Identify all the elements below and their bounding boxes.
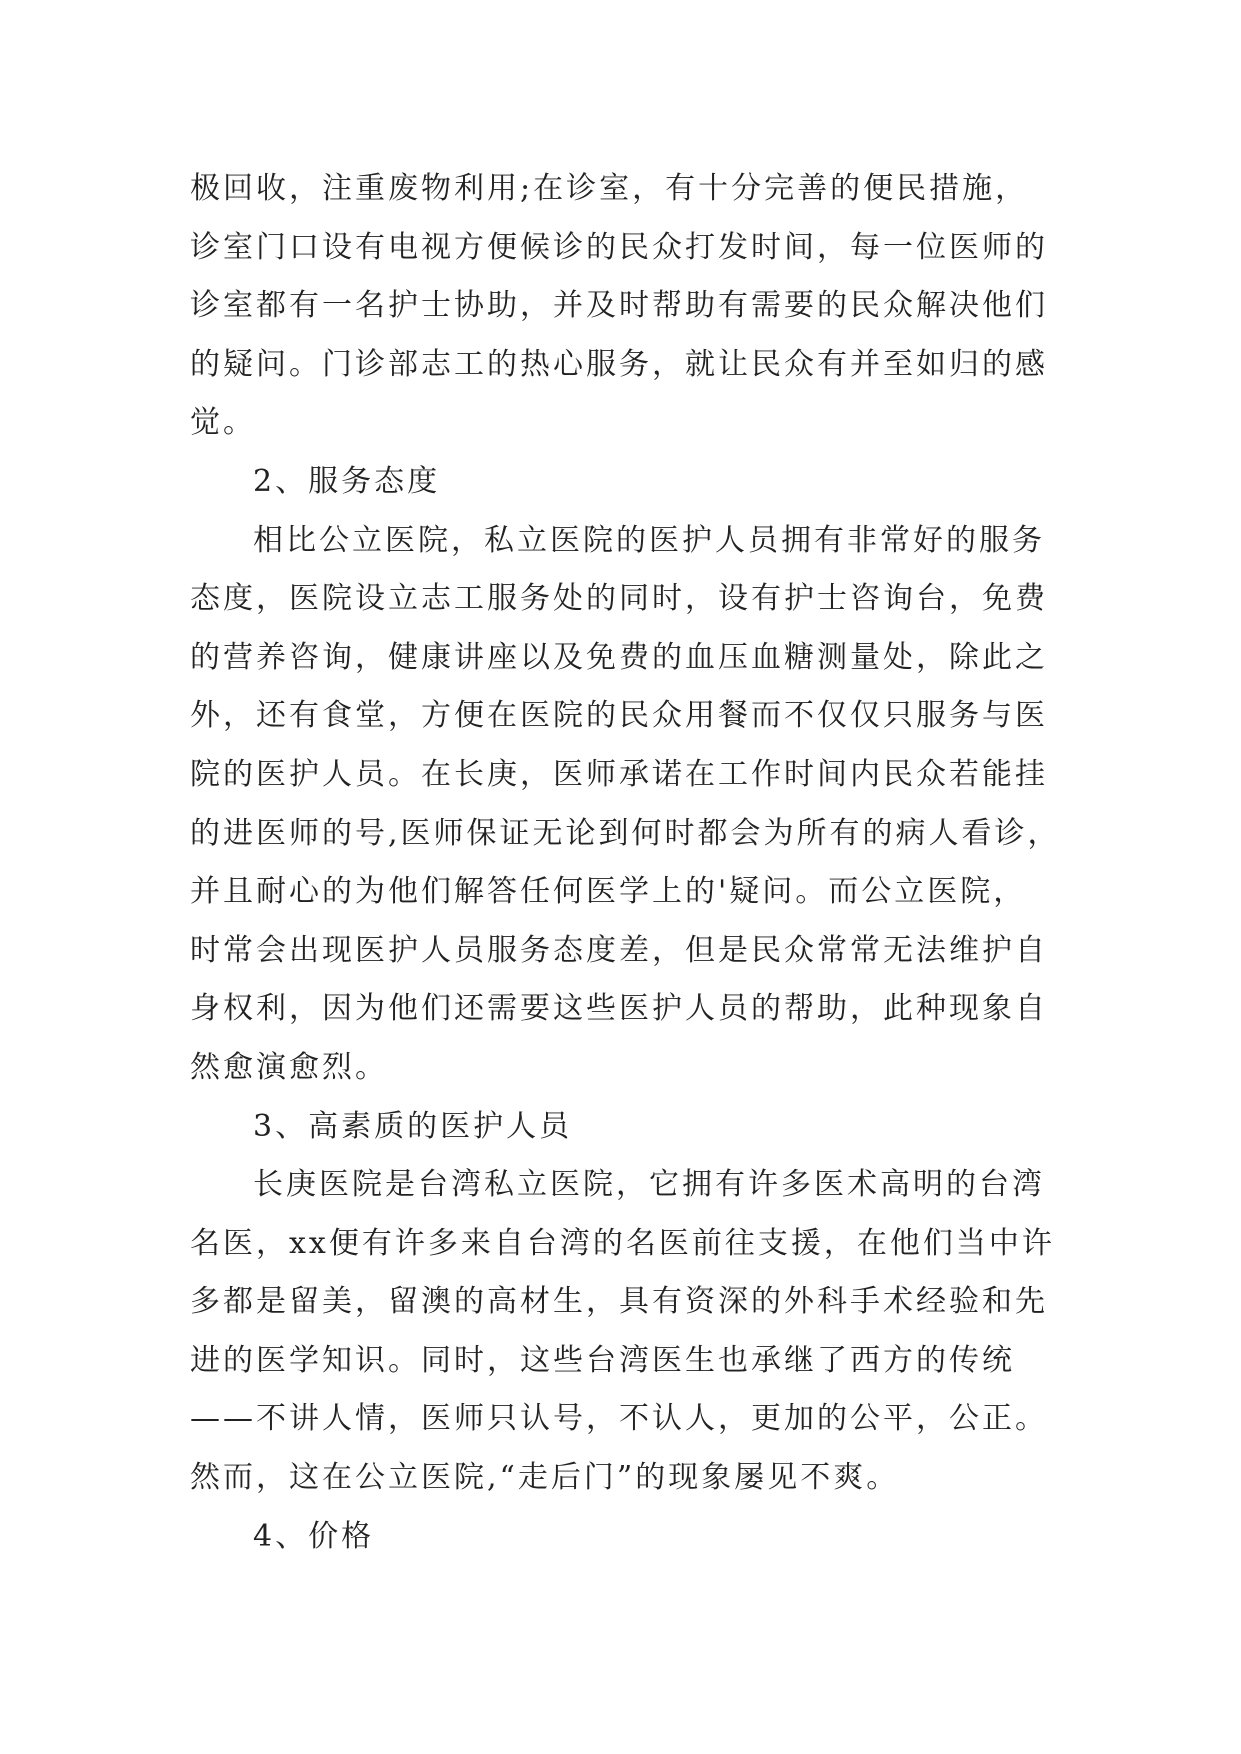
text-line: 诊室门口设有电视方便候诊的民众打发时间，每一位医师的 [190, 229, 1048, 265]
heading-line: 4、价格 [253, 1518, 375, 1554]
text-line: ——不讲人情，医师只认号，不认人，更加的公平，公正。 [190, 1401, 1048, 1437]
text-line: 相比公立医院，私立医院的医护人员拥有非常好的服务 [253, 522, 1045, 558]
paragraph-service-attitude [190, 512, 1070, 1098]
text-line: 觉。 [190, 405, 256, 441]
text-line: 长庚医院是台湾私立医院，它拥有许多医术高明的台湾 [253, 1167, 1045, 1203]
text-line: 时常会出现医护人员服务态度差，但是民众常常无法维护自 [190, 932, 1048, 968]
section-heading-medical-staff [190, 1098, 1070, 1157]
text-line: 并且耐心的为他们解答任何医学上的'疑问。而公立医院， [190, 874, 1027, 910]
text-line: 多都是留美，留澳的高材生，具有资深的外科手术经验和先 [190, 1284, 1048, 1320]
text-line: 的营养咨询，健康讲座以及免费的血压血糖测量处，除此之 [190, 639, 1048, 675]
text-line: 进的医学知识。同时，这些台湾医生也承继了西方的传统 [190, 1342, 1015, 1378]
text-line: 态度，医院设立志工服务处的同时，设有护士咨询台，免费 [190, 581, 1048, 617]
heading-line: 3、高素质的医护人员 [253, 1108, 573, 1144]
text-line: 院的医护人员。在长庚，医师承诺在工作时间内民众若能挂 [190, 756, 1048, 792]
text-line: 外，还有食堂，方便在医院的民众用餐而不仅仅只服务与医 [190, 698, 1048, 734]
text-line: 的疑问。门诊部志工的热心服务，就让民众有并至如归的感 [190, 346, 1048, 382]
document-body [190, 160, 1070, 1566]
section-heading-price [190, 1508, 1070, 1567]
paragraph-facilities-end [190, 160, 1070, 453]
text-line: 身权利，因为他们还需要这些医护人员的帮助，此种现象自 [190, 991, 1048, 1027]
text-line: 极回收，注重废物利用;在诊室，有十分完善的便民措施， [190, 171, 1029, 206]
heading-line: 2、服务态度 [253, 463, 441, 499]
text-line: 名医，xx便有许多来自台湾的名医前往支援，在他们当中许 [190, 1225, 1055, 1261]
section-heading-service-attitude [190, 453, 1070, 512]
paragraph-medical-staff [190, 1156, 1070, 1508]
text-line: 然愈演愈烈。 [190, 1049, 388, 1085]
text-line: 的进医师的号,医师保证无论到何时都会为所有的病人看诊， [190, 815, 1061, 851]
text-line: 然而，这在公立医院,“走后门”的现象屡见不爽。 [190, 1460, 900, 1496]
text-line: 诊室都有一名护士协助，并及时帮助有需要的民众解决他们 [190, 288, 1048, 324]
